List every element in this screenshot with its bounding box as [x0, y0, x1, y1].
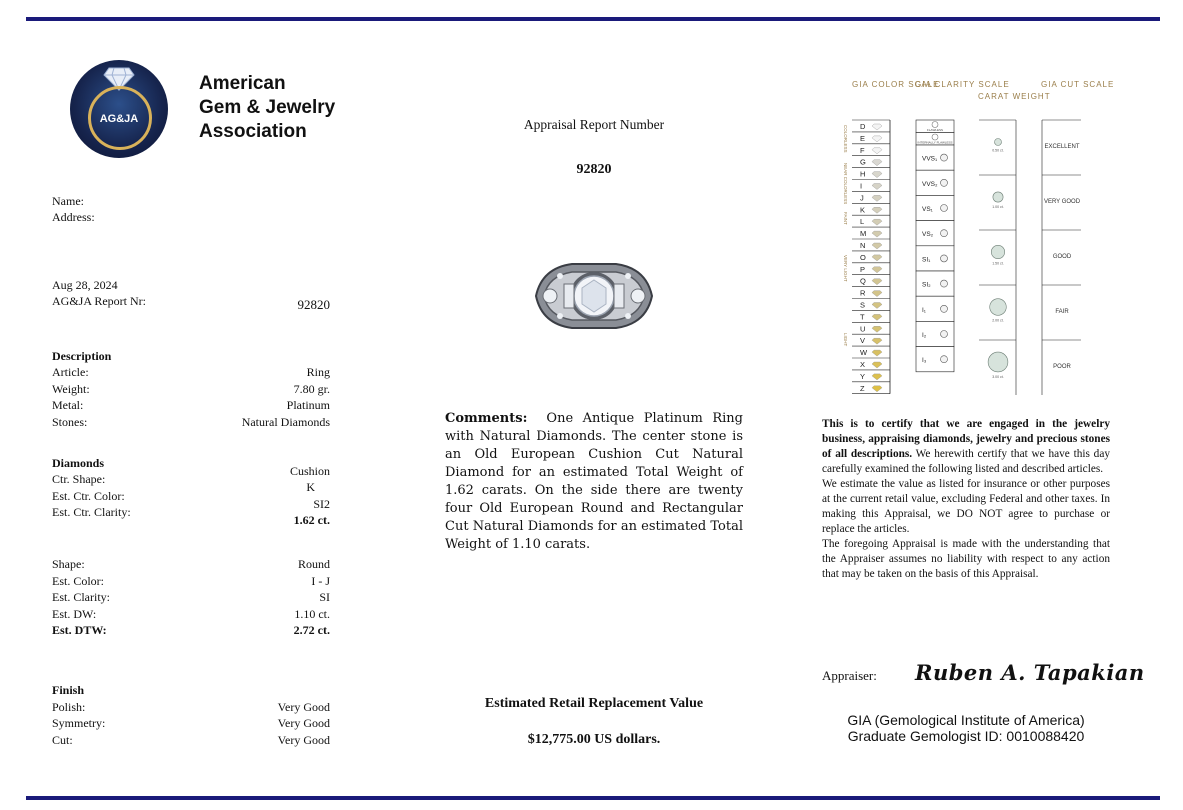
- weight-value: 7.80 gr.: [293, 382, 330, 396]
- ctr-shape-label: Ctr. Shape:: [52, 472, 106, 486]
- clarity-grade: FLAWLESS: [927, 128, 943, 132]
- stones-value: Natural Diamonds: [241, 415, 330, 429]
- gia-line1: GIA (Gemological Institute of America): [847, 712, 1085, 728]
- finish-heading: Finish: [52, 683, 85, 697]
- carat-label: 2.00 ct.: [992, 318, 1004, 323]
- color-group-label: FAINT: [843, 212, 848, 225]
- dtw-value: 2.72 ct.: [293, 623, 330, 637]
- color-grade: S: [860, 300, 866, 310]
- agja-logo: [70, 60, 168, 158]
- cut-grade: POOR: [1053, 364, 1071, 370]
- color-diamond-icon: [872, 362, 882, 368]
- color-diamond-icon: [872, 267, 882, 273]
- color-groups: [843, 125, 848, 347]
- clarity-gem-icon: [932, 134, 938, 140]
- clarity-value: SI: [319, 590, 330, 604]
- clarity-grade: INTERNALLY FLAWLESS: [917, 140, 953, 145]
- dw-value: 1.10 ct.: [294, 607, 330, 621]
- color-diamond-icon: [872, 195, 882, 201]
- color-diamond-icon: [872, 219, 882, 225]
- article-label: Article:: [52, 365, 89, 379]
- color-diamond-icon: [872, 255, 882, 261]
- color-diamond-icon: [872, 207, 882, 213]
- carat-label: 0.50 ct.: [992, 148, 1004, 153]
- clarity-gem-icon: [941, 179, 948, 186]
- cert-bold: This is to certify that we are engaged in the jewelry business, appraising diamonds, jewelry and precious stones of all descriptions.: [822, 418, 1110, 460]
- ctr-color-value: K: [306, 480, 315, 494]
- bottom-rule: [26, 796, 1160, 800]
- ctr-color-label: Est. Ctr. Color:: [52, 489, 125, 503]
- color-diamond-icon: [872, 386, 882, 392]
- gia-line2: Graduate Gemologist ID: 0010088420: [847, 728, 1085, 744]
- cert-p3: The foregoing Appraisal is made with the understanding that the Appraiser assumes no liability with respect to any action that may be taken on the basis of this Appraisal.: [822, 538, 1110, 580]
- article-value: Ring: [306, 365, 330, 379]
- color-diamond-icon: [872, 243, 882, 249]
- name-label: Name:: [52, 194, 84, 208]
- color-grade: D: [860, 122, 866, 131]
- report-date: Aug 28, 2024: [52, 278, 118, 292]
- stones-label: Stones:: [52, 415, 88, 429]
- carat-gem-icon: [991, 245, 1004, 258]
- report-nr-label: AG&JA Report Nr:: [52, 294, 146, 308]
- cert-p2: We estimate the value as listed for insurance or other purposes at the current retail value, excluding Federal and other taxes. In making this Appraisal, we DO NOT agree to purchase or replace the articles.: [822, 478, 1110, 535]
- clarity-grade: SI₁: [922, 256, 931, 264]
- comments-text: One Antique Platinum Ring with Natural Diamonds. The center stone is an Old European Cushion Cut Natural Diamond for an estimated Total Weight of 1.62 carats. On the side there are twenty four Old European Round and Rectangular Cut Natural Diamonds for an estimated Total Weight of 1.10 carats.: [445, 411, 743, 552]
- color-grade: F: [860, 145, 865, 155]
- metal-label: Metal:: [52, 398, 84, 412]
- clarity-grade: VS₂: [922, 231, 934, 239]
- color-group-label: COLORLESS: [843, 125, 848, 153]
- clarity-scale: [916, 120, 954, 372]
- color-label: Est. Color:: [52, 574, 105, 588]
- org-name: American Gem & Jewelry Association: [199, 73, 336, 142]
- carat-gem-icon: [990, 299, 1007, 316]
- clarity-label: Est. Clarity:: [52, 590, 110, 604]
- carat-gem-icon: [995, 139, 1002, 146]
- description-heading: Description: [52, 349, 112, 363]
- clarity-gem-icon: [941, 230, 948, 237]
- color-grade: V: [860, 336, 866, 346]
- dw-label: Est. DW:: [52, 607, 97, 621]
- carat-weight-header: CARAT WEIGHT: [978, 92, 1051, 101]
- carat-label: 1.00 ct.: [992, 205, 1004, 210]
- color-diamond-icon: [872, 148, 882, 154]
- color-diamond-icon: [872, 172, 882, 178]
- ctr-weight-value: 1.62 ct.: [293, 513, 330, 527]
- carat-gem-icon: [988, 352, 1008, 372]
- appraisal-number: 92820: [576, 162, 612, 177]
- cut-grade: EXCELLENT: [1044, 144, 1080, 150]
- carat-label: 3.00 ct.: [992, 374, 1004, 379]
- color-grade: W: [860, 348, 868, 358]
- cut-scale-header: GIA CUT SCALE: [1041, 80, 1115, 89]
- color-diamond-icon: [872, 291, 882, 297]
- clarity-grade: I₁: [922, 306, 926, 314]
- carat-scale: [979, 120, 1016, 395]
- appraiser-signature: Ruben A. Tapakian: [915, 660, 1145, 685]
- dtw-label: Est. DTW:: [52, 623, 107, 637]
- clarity-grade: SI₂: [922, 281, 931, 289]
- clarity-gem-icon: [941, 255, 948, 262]
- color-grade: K: [860, 205, 866, 215]
- logo-text: AG&JA: [99, 113, 139, 125]
- color-diamond-icon: [872, 124, 882, 130]
- color-group-label: NEAR COLORLESS: [843, 163, 848, 205]
- ring-photo: [532, 260, 656, 332]
- color-diamond-icon: [872, 184, 882, 190]
- color-grade: I: [860, 181, 863, 191]
- shape-value: Round: [297, 557, 330, 571]
- appraisal-title: Appraisal Report Number: [523, 117, 665, 132]
- clarity-gem-icon: [941, 305, 948, 312]
- cut-value: Very Good: [277, 733, 330, 747]
- cert-p1: We herewith certify that we have this day carefully examined the following listed and described articles.: [822, 448, 1110, 475]
- polish-label: Polish:: [52, 700, 86, 714]
- clarity-grade: VS₁: [922, 206, 933, 213]
- color-scale-header: GIA COLOR SCALE: [852, 80, 940, 89]
- cut-label: Cut:: [52, 733, 73, 747]
- retail-value-title: Estimated Retail Replacement Value: [484, 696, 704, 711]
- color-diamond-icon: [872, 303, 882, 309]
- ctr-clarity-label: Est. Ctr. Clarity:: [52, 505, 131, 519]
- clarity-grade: VVS₂: [922, 180, 938, 188]
- color-grade: T: [860, 312, 865, 322]
- color-grade: X: [860, 360, 866, 369]
- clarity-scale-header: GIA CLARITY SCALE: [915, 80, 1010, 89]
- address-label: Address:: [52, 210, 95, 224]
- clarity-grade: VVS₁: [922, 155, 938, 163]
- clarity-gem-icon: [941, 154, 948, 161]
- color-grade: P: [860, 264, 866, 274]
- color-grade: Y: [860, 371, 866, 381]
- color-grade: O: [860, 252, 866, 262]
- color-grade: Z: [860, 383, 865, 393]
- carat-label: 1.50 ct.: [992, 261, 1004, 266]
- color-grade: U: [860, 324, 866, 334]
- color-diamond-icon: [872, 350, 882, 356]
- color-group-label: LIGHT: [843, 333, 848, 347]
- color-grade: M: [860, 229, 867, 239]
- clarity-gem-icon: [932, 122, 938, 128]
- color-grade: G: [860, 157, 866, 167]
- symmetry-label: Symmetry:: [52, 716, 106, 730]
- comments-label: Comments:: [445, 411, 528, 426]
- shape-label: Shape:: [52, 557, 85, 571]
- color-grade: L: [860, 217, 865, 227]
- appraiser-label: Appraiser:: [822, 668, 877, 683]
- symmetry-value: Very Good: [277, 716, 330, 730]
- cut-grade: GOOD: [1052, 254, 1072, 260]
- report-nr-value: 92820: [297, 297, 330, 312]
- cut-grade: FAIR: [1055, 309, 1069, 315]
- color-value: I - J: [311, 574, 330, 588]
- color-grade: R: [860, 288, 866, 298]
- color-diamond-icon: [872, 136, 882, 142]
- diamonds-heading: Diamonds: [52, 456, 105, 470]
- color-diamond-icon: [872, 231, 882, 237]
- polish-value: Very Good: [277, 700, 330, 714]
- metal-value: Platinum: [286, 398, 330, 412]
- gia-scale-chart: [838, 75, 1115, 395]
- color-diamond-icon: [872, 279, 882, 285]
- certification-text: [822, 417, 1110, 582]
- color-grade: N: [860, 241, 866, 250]
- color-diamond-icon: [872, 326, 882, 332]
- top-rule: [26, 17, 1160, 21]
- weight-label: Weight:: [52, 382, 90, 396]
- clarity-gem-icon: [941, 205, 948, 212]
- clarity-gem-icon: [941, 280, 948, 287]
- cut-grade: VERY GOOD: [1043, 199, 1081, 205]
- color-diamond-icon: [872, 314, 882, 320]
- ctr-clarity-value: SI2: [313, 497, 330, 511]
- comments-block: [445, 410, 743, 554]
- color-diamond-icon: [872, 160, 882, 166]
- color-grade: E: [860, 133, 866, 143]
- clarity-grade: I₃: [922, 357, 927, 365]
- color-group-label: VERY LIGHT: [843, 255, 848, 282]
- clarity-gem-icon: [941, 356, 948, 363]
- color-grade: Q: [860, 276, 866, 286]
- retail-value-amount: $12,775.00 US dollars.: [527, 732, 661, 747]
- cut-scale: [1042, 120, 1081, 395]
- ctr-shape-value: Cushion: [289, 464, 330, 478]
- color-scale: [852, 120, 890, 394]
- clarity-gem-icon: [941, 331, 948, 338]
- color-grade: J: [860, 193, 864, 203]
- color-grade: H: [860, 169, 866, 179]
- color-diamond-icon: [872, 338, 882, 344]
- color-diamond-icon: [872, 374, 882, 380]
- clarity-grade: I₂: [922, 332, 927, 339]
- carat-gem-icon: [993, 192, 1003, 202]
